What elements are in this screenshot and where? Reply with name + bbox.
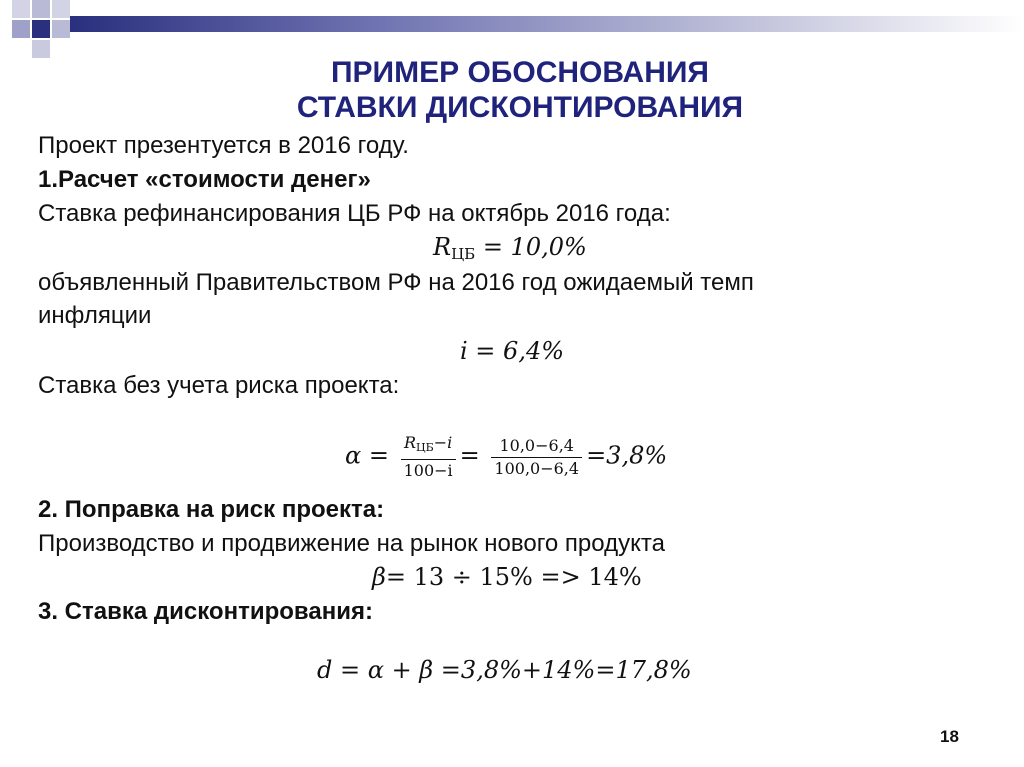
riskfree-text: Ставка без учета риска проекта: bbox=[38, 372, 400, 399]
alpha-lhs: α = bbox=[345, 441, 389, 470]
beta-value: = 13 ÷ 15% => 14% bbox=[385, 563, 642, 591]
formula-beta bbox=[372, 563, 642, 591]
header-decoration bbox=[0, 0, 1024, 60]
page-number: 18 bbox=[940, 727, 959, 746]
beta-symbol: β bbox=[372, 563, 386, 591]
fraction-numeric-numerator: 10,0−6,4 bbox=[491, 435, 582, 458]
deco-square bbox=[32, 40, 50, 58]
section-3-heading: 3. Ставка дисконтирования: bbox=[38, 598, 373, 625]
deco-square bbox=[52, 0, 70, 18]
deco-square bbox=[12, 20, 30, 38]
r-symbol: R bbox=[433, 233, 452, 261]
title-line-2: СТАВКИ ДИСКОНТИРОВАНИЯ bbox=[296, 91, 744, 124]
fraction-symbolic-denominator: 100−i bbox=[403, 461, 453, 480]
product-text: Производство и продвижение на рынок нового продукта bbox=[38, 530, 665, 557]
fraction-numeric bbox=[491, 435, 582, 480]
r-value: = 10,0% bbox=[475, 233, 587, 261]
deco-square bbox=[32, 20, 50, 38]
header-gradient-bar bbox=[70, 16, 1024, 32]
inflation-text-line-2: инфляции bbox=[38, 302, 152, 329]
deco-square bbox=[52, 20, 70, 38]
formula-refinancing-rate bbox=[433, 233, 587, 263]
alpha-equals: = bbox=[459, 441, 480, 470]
fraction-symbolic bbox=[401, 432, 456, 482]
slide-title bbox=[200, 55, 840, 125]
r-subscript: ЦБ bbox=[451, 245, 476, 263]
fraction-symbolic-numerator: RЦБ−i bbox=[401, 432, 456, 460]
formula-alpha bbox=[345, 432, 667, 482]
alpha-result: =3,8% bbox=[586, 441, 668, 470]
formula-inflation: i = 6,4% bbox=[460, 337, 565, 365]
fraction-numeric-denominator: 100,0−6,4 bbox=[494, 458, 580, 478]
formula-discount-rate: d = α + β =3,8%+14%=17,8% bbox=[317, 656, 692, 684]
section-2-heading: 2. Поправка на риск проекта: bbox=[38, 496, 385, 523]
inflation-text-line-1: объявленный Правительством РФ на 2016 год ожидаемый темп bbox=[38, 269, 754, 296]
title-line-1: ПРИМЕР ОБОСНОВАНИЯ bbox=[330, 56, 709, 89]
refinancing-text: Ставка рефинансирования ЦБ РФ на октябрь 2016 года: bbox=[38, 200, 671, 227]
section-1-heading: 1.Расчет «стоимости денег» bbox=[38, 166, 371, 193]
deco-square bbox=[32, 0, 50, 18]
intro-text: Проект презентуется в 2016 году. bbox=[38, 132, 409, 159]
deco-square bbox=[12, 0, 30, 18]
